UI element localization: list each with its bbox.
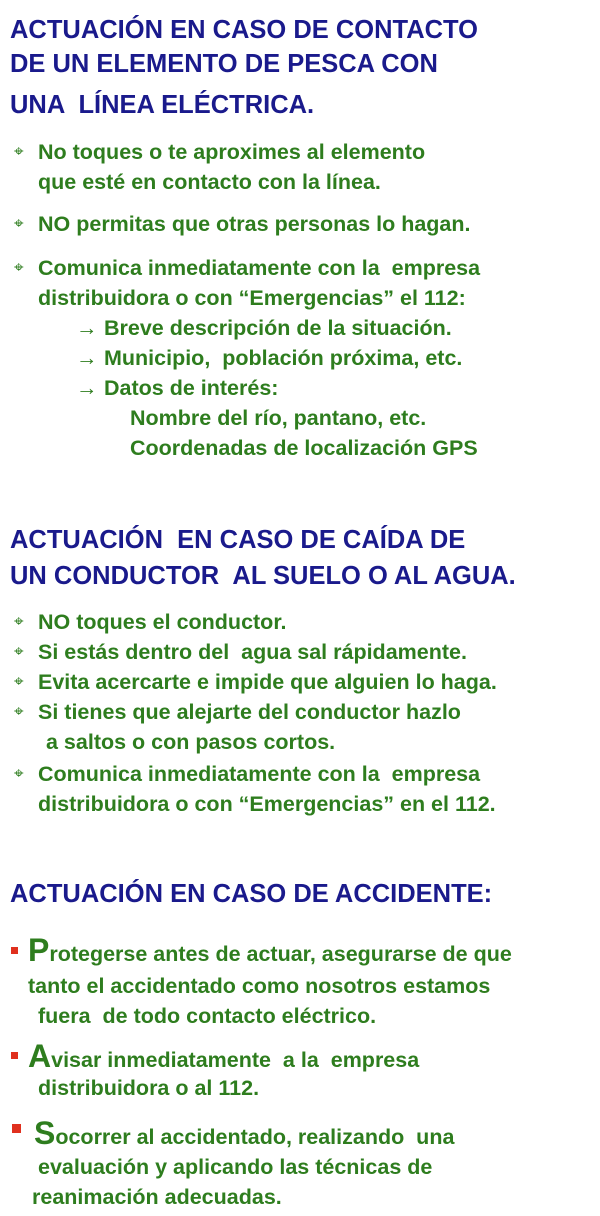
list-item-line: distribuidora o con “Emergencias” el 112: [38,286,466,310]
list-item-line [28,1038,420,1075]
subitem-line: Municipio, población próxima, etc. [104,346,463,370]
list-item-line: fuera de todo contacto eléctrico. [38,1004,377,1028]
section2-heading-line: ACTUACIÓN EN CASO DE CAÍDA DE [10,526,466,554]
list-item-line [28,932,512,969]
right-arrow-icon: → [76,346,98,370]
section1-heading-line: DE UN ELEMENTO DE PESCA CON [10,50,438,78]
list-item-line: Evita acercarte e impide que alguien lo haga. [38,670,497,694]
list-item-line: distribuidora o al 112. [38,1076,260,1100]
list-item-text: rotegerse antes de actuar, asegurarse de que [49,942,512,966]
crosshair-icon: ⌖ [14,258,24,277]
initial-letter: S [34,1115,56,1151]
list-item-text: visar inmediatamente a la empresa [51,1048,420,1072]
right-arrow-icon: → [76,376,98,400]
right-arrow-icon: → [76,316,98,340]
section1-heading-line: ACTUACIÓN EN CASO DE CONTACTO [10,16,478,44]
list-item-line: No toques o te aproximes al elemento [38,140,426,164]
list-item-line: NO toques el conductor. [38,610,287,634]
list-item-line: tanto el accidentado como nosotros estamos [28,974,491,998]
detail-line: Coordenadas de localización GPS [130,436,478,460]
list-item-line: que esté en contacto con la línea. [38,170,381,194]
list-item-line: reanimación adecuadas. [32,1185,282,1209]
initial-letter: P [28,932,50,968]
list-item-line: NO permitas que otras personas lo hagan. [38,212,471,236]
crosshair-icon: ⌖ [14,142,24,161]
list-item-line: evaluación y aplicando las técnicas de [38,1155,433,1179]
list-item-line: distribuidora o con “Emergencias” en el 112. [38,792,496,816]
crosshair-icon: ⌖ [14,764,24,783]
subitem-line: Breve descripción de la situación. [104,316,452,340]
subitem-line: Datos de interés: [104,376,279,400]
list-item-line: Si tienes que alejarte del conductor hazlo [38,700,461,724]
section3-heading: ACTUACIÓN EN CASO DE ACCIDENTE: [10,880,493,908]
list-item-line: Comunica inmediatamente con la empresa [38,256,481,280]
list-item-text: ocorrer al accidentado, realizando una [55,1125,455,1149]
crosshair-icon: ⌖ [14,702,24,721]
list-item-line: Si estás dentro del agua sal rápidamente. [38,640,467,664]
crosshair-icon: ⌖ [14,642,24,661]
list-item-line [34,1115,455,1152]
detail-line: Nombre del río, pantano, etc. [130,406,427,430]
crosshair-icon: ⌖ [14,672,24,691]
list-item-line: a saltos o con pasos cortos. [46,730,336,754]
section1-heading-line: UNA LÍNEA ELÉCTRICA. [10,91,315,119]
square-bullet-icon [11,947,18,954]
square-bullet-icon [11,1052,18,1059]
initial-letter: A [28,1038,52,1074]
square-bullet-icon [12,1124,21,1133]
list-item-line: Comunica inmediatamente con la empresa [38,762,481,786]
section2-heading-line: UN CONDUCTOR AL SUELO O AL AGUA. [10,562,516,590]
crosshair-icon: ⌖ [14,214,24,233]
crosshair-icon: ⌖ [14,612,24,631]
